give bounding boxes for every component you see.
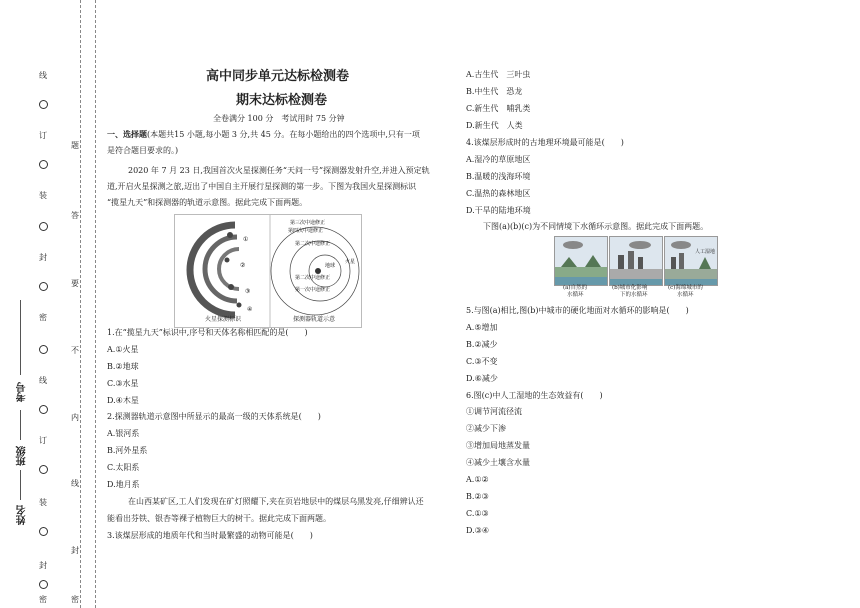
binding-line-outer [80, 0, 81, 608]
binding-char: 装 [39, 498, 47, 507]
passage1-line2: 道,开启火星探测之旅,迈出了中国自主开展行星探测的第一步。下图为我国火星探测标识 [107, 182, 417, 191]
section1-instr1: (本题共15 小题,每小题 3 分,共 45 分。在每小题给出的四个选项中,只有一项 [147, 130, 420, 139]
q6-statement-2: ②减少下渗 [466, 424, 506, 433]
q2-option-c[interactable]: C.太阳系 [107, 463, 140, 472]
binding-char: 封 [39, 561, 47, 570]
q5-option-a[interactable]: A.⑤增加 [466, 323, 498, 332]
binding-char: 装 [39, 191, 47, 200]
binding-circle [39, 222, 48, 231]
page-subtitle: 期末达标检测卷 [236, 93, 328, 108]
q1-stem: 1.在“揽星九天”标识中,序号和天体名称相匹配的是( ) [107, 328, 308, 337]
q6-stem: 6.图(c)中人工湿地的生态效益有( ) [466, 391, 603, 400]
binding-char: 线 [71, 479, 79, 488]
binding-circle [39, 100, 48, 109]
page-title: 高中同步单元达标检测卷 [206, 69, 350, 84]
section1-heading: 一、选择题 [107, 130, 147, 139]
orbit-label: 第二次中途修正 [295, 275, 331, 281]
binding-circle [39, 160, 48, 169]
q2-stem: 2.探测器轨道示意图中所显示的最高一级的天体系统是( ) [107, 412, 321, 421]
passage2-line1: 在山西某矿区,工人们发现在矿灯照耀下,夹在页岩地层中的煤层乌黑发亮,仔细辨认还 [128, 497, 424, 506]
figure-panel-a [554, 236, 608, 286]
figure1-right-caption: 探测器轨道示意 [293, 316, 336, 323]
exam-meta: 全卷满分 100 分 考试用时 75 分钟 [213, 114, 345, 123]
binding-circle [39, 405, 48, 414]
planet-dot [227, 232, 233, 238]
binding-char: 封 [71, 546, 79, 555]
binding-char: 密 [39, 313, 47, 322]
binding-char: 答 [71, 211, 79, 220]
planet-dot [228, 284, 234, 290]
figure-panel-b [609, 236, 663, 286]
panel-c-tag: 人工湿地 [695, 249, 716, 255]
field-name-line[interactable] [20, 470, 21, 500]
q3-stem: 3.该煤层形成的地质年代和当时最繁盛的动物可能是( ) [107, 531, 313, 540]
q6-option-b[interactable]: B.②③ [466, 492, 489, 501]
q3-option-a[interactable]: A.古生代 三叶虫 [466, 70, 531, 79]
sun-dot [315, 268, 321, 274]
q6-statement-3: ③增加局地蒸发量 [466, 441, 530, 450]
planet-dot [225, 258, 230, 263]
figure1-left-caption: 火星探测标识 [205, 316, 242, 323]
binding-char: 订 [39, 131, 47, 140]
binding-strip [0, 0, 100, 608]
marker-3: ③ [245, 288, 251, 295]
q4-option-c[interactable]: C.温热的森林地区 [466, 189, 531, 198]
binding-char: 封 [39, 253, 47, 262]
q1-option-b[interactable]: B.②地球 [107, 362, 139, 371]
field-class-label: 班级 [17, 446, 28, 466]
binding-char: 题 [71, 141, 79, 150]
q3-option-d[interactable]: D.新生代 人类 [466, 121, 523, 130]
q3-option-c[interactable]: C.新生代 哺乳类 [466, 104, 531, 113]
passage2-line2: 能看出芬铁、银杏等裸子植物巨大的树干。据此完成下面两题。 [107, 514, 331, 523]
q6-option-a[interactable]: A.①② [466, 475, 489, 484]
binding-circle [39, 345, 48, 354]
passage1-line3: “揽星九天”和探测器的轨道示意图。据此完成下面两题。 [107, 198, 308, 207]
q5-option-c[interactable]: C.③不变 [466, 357, 498, 366]
panel-b-caption-1: (b)城市化影响 [612, 285, 648, 291]
passage1-line1: 2020 年 7 月 23 日,我国首次火星探测任务“天问一号”探测器发射升空,并进入预定轨 [128, 166, 430, 175]
q5-option-d[interactable]: D.⑥减少 [466, 374, 498, 383]
q1-option-d[interactable]: D.④木星 [107, 396, 139, 405]
q4-stem: 4.该煤层形成时的古地理环境最可能是( ) [466, 138, 624, 147]
panel-c-svg [665, 237, 717, 285]
q4-option-a[interactable]: A.湿冷的草原地区 [466, 155, 531, 164]
panel-a-caption-1: (a)自然的 [563, 285, 588, 291]
q2-option-a[interactable]: A.银河系 [107, 429, 140, 438]
binding-char: 不 [71, 346, 79, 355]
q6-statement-4: ④减少土壤含水量 [466, 458, 530, 467]
orbit-label: 第三次中途修正 [290, 220, 326, 226]
binding-char: 订 [39, 436, 47, 445]
section1-line1 [107, 130, 420, 140]
figure-mars-probe-svg [175, 215, 361, 327]
marker-4: ④ [247, 306, 253, 313]
panel-a-svg [555, 237, 607, 285]
field-class-line[interactable] [20, 410, 21, 440]
binding-char: 线 [39, 376, 47, 385]
binding-char: 密 [71, 595, 79, 604]
binding-char: 密 [39, 595, 47, 604]
panel-b-svg [610, 237, 662, 285]
panel-c-caption-2: 水循环 [677, 292, 694, 298]
binding-circle [39, 465, 48, 474]
binding-line-inner [95, 0, 96, 608]
binding-circle [39, 580, 48, 589]
binding-char: 线 [39, 71, 47, 80]
figure-panel-c [664, 236, 718, 286]
q3-option-b[interactable]: B.中生代 恐龙 [466, 87, 523, 96]
panel-b-caption-2: 下的水循环 [620, 292, 648, 298]
section1-instr2: 是符合题目要求的。) [107, 146, 179, 155]
q2-option-d[interactable]: D.地月系 [107, 480, 140, 489]
field-exam-number-line[interactable] [20, 300, 21, 375]
orbit-label: 第一次中途修正 [295, 287, 331, 293]
binding-char: 要 [71, 279, 79, 288]
passage3-line1: 下图(a)(b)(c)为不同情境下水循环示意图。据此完成下面两题。 [483, 222, 709, 231]
marker-1: ① [243, 236, 249, 243]
figure-mars-probe [174, 214, 362, 328]
q6-statement-1: ①调节河流径流 [466, 407, 522, 416]
orbit-label: 第四次中途修正 [288, 228, 324, 234]
q1-option-a[interactable]: A.①火星 [107, 345, 139, 354]
q1-option-c[interactable]: C.③水星 [107, 379, 139, 388]
panel-a-caption-2: 水循环 [567, 292, 584, 298]
field-name-label: 姓名 [17, 505, 28, 525]
orbit-label: 火星 [345, 259, 356, 265]
q6-option-d[interactable]: D.③④ [466, 526, 490, 535]
planet-dot [237, 303, 242, 308]
q6-option-c[interactable]: C.①③ [466, 509, 489, 518]
q4-option-b[interactable]: B.温暖的浅海环境 [466, 172, 531, 181]
binding-char: 内 [71, 413, 79, 422]
orbit-label: 第二次中途修正 [295, 241, 331, 247]
marker-2: ② [240, 262, 246, 269]
q2-option-b[interactable]: B.河外星系 [107, 446, 148, 455]
binding-circle [39, 527, 48, 536]
panel-c-caption-1: (c)海绵城市的 [668, 285, 703, 291]
binding-circle [39, 282, 48, 291]
q5-option-b[interactable]: B.②减少 [466, 340, 498, 349]
field-exam-number-label: 考号 [17, 382, 28, 402]
q5-stem: 5.与图(a)相比,图(b)中城市的硬化地面对水循环的影响是( ) [466, 306, 689, 315]
orbit-label: 地球 [325, 263, 336, 269]
mars-logo-graphic [190, 225, 239, 315]
q4-option-d[interactable]: D.干旱的陆地环境 [466, 206, 531, 215]
